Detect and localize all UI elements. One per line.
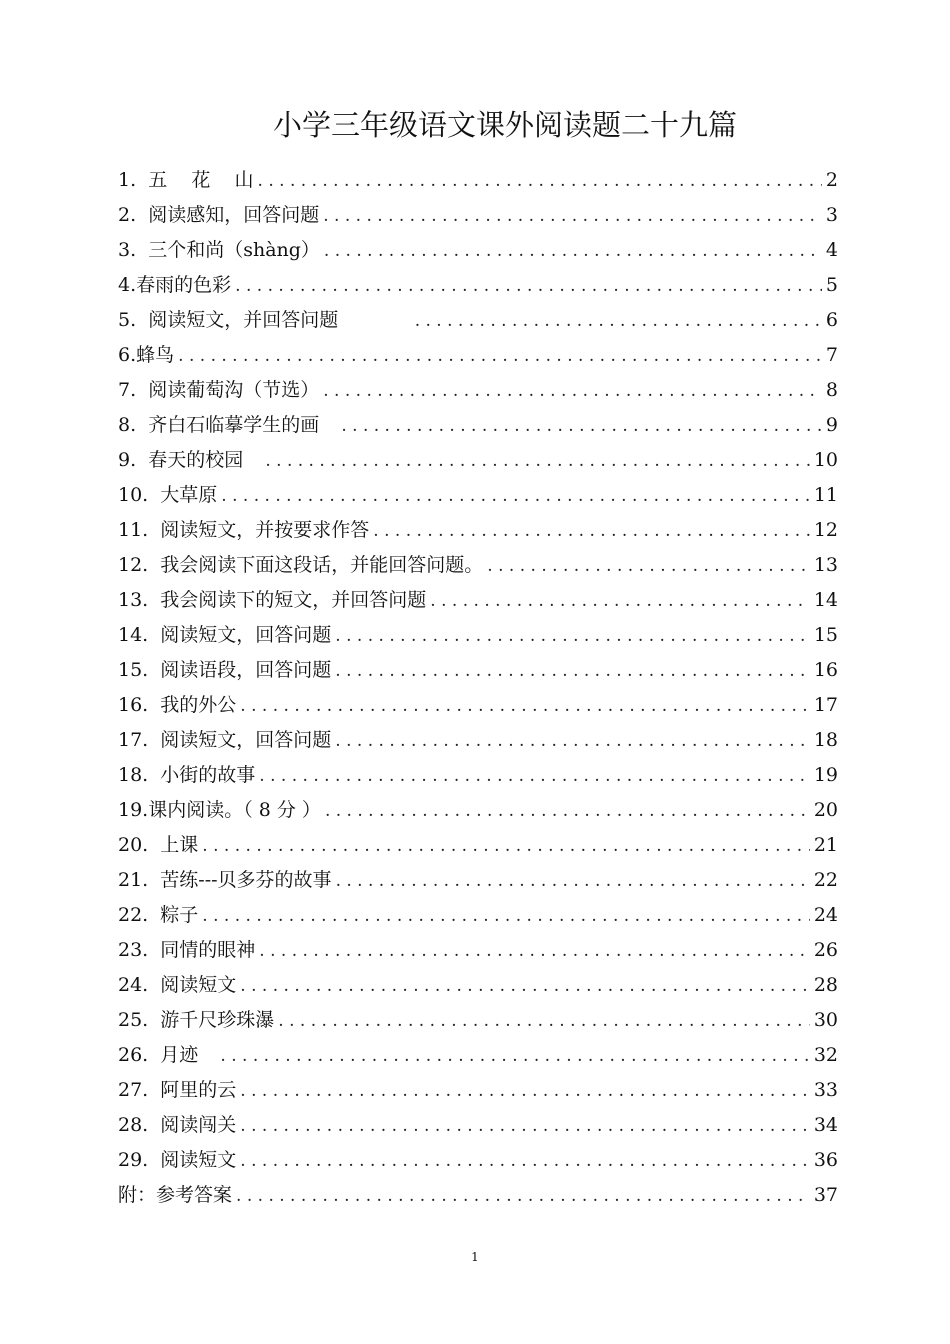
toc-entry-page-number: 19 [813,764,838,786]
toc-entry-page-number: 22 [813,869,838,891]
dot-leader [221,479,810,514]
toc-entry-label: 6.蜂鸟 [118,344,175,366]
toc-entry[interactable] [118,933,838,968]
toc-entry[interactable] [118,898,838,933]
toc-entry-page-number: 17 [813,694,838,716]
toc-entry-label: 24. 阅读短文 [118,974,237,996]
toc-entry[interactable] [118,793,838,828]
dot-leader [235,269,822,304]
toc-entry[interactable] [118,1003,838,1038]
dot-leader [341,409,822,444]
toc-entry-page-number: 33 [813,1079,838,1101]
toc-entry-page-number: 24 [813,904,838,926]
toc-entry[interactable] [118,968,838,1003]
toc-entry-label: 附：参考答案 [118,1184,233,1206]
toc-entry-label: 14. 阅读短文，回答问题 [118,624,332,646]
toc-entry-label: 17. 阅读短文，回答问题 [118,729,332,751]
dot-leader [240,969,810,1004]
toc-entry[interactable] [118,163,838,198]
toc-entry-label: 8. 齐白石临摹学生的画 [118,414,338,436]
dot-leader [240,1109,810,1144]
toc-entry[interactable] [118,443,838,478]
toc-entry-label: 12. 我会阅读下面这段话，并能回答问题。 [118,554,484,576]
dot-leader [259,759,810,794]
toc-entry[interactable] [118,1178,838,1213]
dot-leader [240,1074,810,1109]
toc-entry[interactable] [118,758,838,793]
toc-entry-label: 28. 阅读闯关 [118,1114,237,1136]
toc-entry-label: 4.春雨的色彩 [118,274,232,296]
toc-entry-label: 27. 阿里的云 [118,1079,237,1101]
page-number: 1 [471,1250,479,1264]
toc-entry[interactable] [118,198,838,233]
document-title: 小学三年级语文课外阅读题二十九篇 [272,108,737,142]
toc-entry[interactable] [118,548,838,583]
toc-entry-page-number: 36 [813,1149,838,1171]
toc-entry-label: 26. 月迹 [118,1044,217,1066]
toc-entry-label: 13. 我会阅读下的短文，并回答问题 [118,589,427,611]
toc-entry[interactable] [118,408,838,443]
dot-leader [240,689,810,724]
toc-entry-label: 10. 大草原 [118,484,218,506]
toc-entry[interactable] [118,583,838,618]
toc-entry-page-number: 9 [825,414,838,436]
toc-entry[interactable] [118,1038,838,1073]
toc-entry[interactable] [118,688,838,723]
toc-entry-label: 20. 上课 [118,834,199,856]
toc-entry[interactable] [118,233,838,268]
toc-entry-page-number: 13 [813,554,838,576]
dot-leader [178,339,822,374]
toc-entry-page-number: 3 [825,204,838,226]
dot-leader [258,164,822,199]
toc-entry[interactable] [118,1108,838,1143]
toc-entry[interactable] [118,268,838,303]
toc-entry-page-number: 10 [813,449,838,471]
toc-entry-page-number: 28 [813,974,838,996]
toc-entry-page-number: 15 [813,624,838,646]
toc-entry-page-number: 5 [825,274,838,296]
toc-entry-page-number: 30 [813,1009,838,1031]
dot-leader [335,724,810,759]
toc-entry-page-number: 6 [825,309,838,331]
toc-entry-label: 19.课内阅读。（ 8 分 ） [118,799,321,821]
toc-entry-page-number: 14 [813,589,838,611]
toc-entry-page-number: 20 [813,799,838,821]
toc-entry-label: 9. 春天的校园 [118,449,262,471]
dot-leader [335,619,810,654]
toc-entry-page-number: 8 [825,379,838,401]
toc-entry-page-number: 2 [825,169,838,191]
toc-entry[interactable] [118,373,838,408]
dot-leader [202,829,810,864]
toc-entry[interactable] [118,863,838,898]
toc-entry-label: 1. 五 花 山 [118,169,254,191]
dot-leader [487,549,810,584]
dot-leader [336,864,810,899]
toc-entry[interactable] [118,478,838,513]
toc-entry-label: 25. 游千尺珍珠瀑 [118,1009,275,1031]
dot-leader [324,234,822,269]
toc-entry-page-number: 16 [813,659,838,681]
toc-entry-label: 16. 我的外公 [118,694,237,716]
dot-leader [430,584,810,619]
toc-entry[interactable] [118,513,838,548]
dot-leader [240,1144,810,1179]
table-of-contents [118,163,838,1213]
dot-leader [259,934,810,969]
toc-entry[interactable] [118,653,838,688]
toc-entry-page-number: 37 [813,1184,838,1206]
toc-entry-page-number: 34 [813,1114,838,1136]
toc-entry[interactable] [118,338,838,373]
toc-entry-label: 2. 阅读感知，回答问题 [118,204,320,226]
dot-leader [278,1004,810,1039]
toc-entry-page-number: 18 [813,729,838,751]
toc-entry-label: 15. 阅读语段，回答问题 [118,659,332,681]
toc-entry-label: 11. 阅读短文，并按要求作答 [118,519,370,541]
toc-entry-page-number: 7 [825,344,838,366]
toc-entry[interactable] [118,1073,838,1108]
toc-entry-label: 21. 苦练---贝多芬的故事 [118,869,332,891]
toc-entry[interactable] [118,618,838,653]
dot-leader [415,304,822,339]
toc-entry[interactable] [118,828,838,863]
toc-entry-label: 29. 阅读短文 [118,1149,237,1171]
dot-leader [373,514,810,549]
toc-entry-label: 7. 阅读葡萄沟（节选） [118,379,320,401]
toc-entry-label: 22. 粽子 [118,904,199,926]
toc-entry-label: 3. 三个和尚（shàng） [118,239,320,261]
toc-entry[interactable] [118,723,838,758]
dot-leader [202,899,810,934]
dot-leader [335,654,810,689]
dot-leader [323,199,822,234]
toc-entry-label: 18. 小街的故事 [118,764,256,786]
toc-entry[interactable] [118,1143,838,1178]
toc-entry-page-number: 12 [813,519,838,541]
toc-entry-page-number: 21 [813,834,838,856]
dot-leader [325,794,810,829]
dot-leader [236,1179,810,1214]
toc-entry[interactable] [118,303,838,338]
toc-entry-page-number: 32 [813,1044,838,1066]
toc-entry-page-number: 11 [813,484,838,506]
toc-entry-page-number: 26 [813,939,838,961]
dot-leader [220,1039,809,1074]
toc-entry-label: 5. 阅读短文，并回答问题 [118,309,411,331]
toc-entry-page-number: 4 [825,239,838,261]
toc-entry-label: 23. 同情的眼神 [118,939,256,961]
dot-leader [323,374,822,409]
dot-leader [265,444,809,479]
